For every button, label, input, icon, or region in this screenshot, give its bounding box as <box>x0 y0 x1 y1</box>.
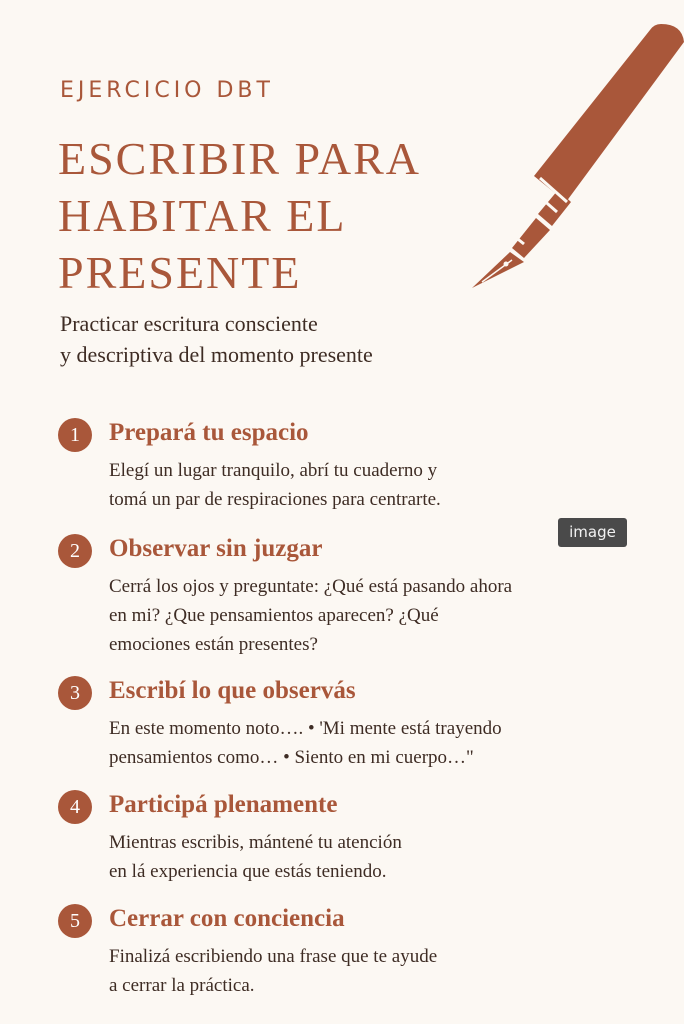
step-description <box>109 714 629 772</box>
step-line: En este momento noto…. • 'Mi mente está trayendo <box>109 718 502 739</box>
step-title: Prepará tu espacio <box>109 419 309 446</box>
step-description <box>109 828 629 886</box>
step-line: Elegí un lugar tranquilo, abrí tu cuaderno y <box>109 460 438 481</box>
step-number-badge: 4 <box>58 790 92 824</box>
page-title: ESCRIBIR PARA HABITAR EL PRESENTE <box>58 133 419 298</box>
step-line: tomá un par de respiraciones para centrarte. <box>109 489 441 510</box>
step-line: en mi? ¿Que pensamientos aparecen? ¿Qué <box>109 605 439 626</box>
step-description <box>109 942 629 1000</box>
subtitle-line-1: Practicar escritura consciente <box>60 311 318 336</box>
step-line: a cerrar la práctica. <box>109 975 255 996</box>
step-number-badge: 1 <box>58 418 92 452</box>
step-number-badge: 2 <box>58 534 92 568</box>
step-title: Participá plenamente <box>109 791 338 818</box>
step-line: Finalizá escribiendo una frase que te ayude <box>109 946 438 967</box>
page-subtitle <box>60 308 500 370</box>
step-line: en lá experiencia que estás teniendo. <box>109 861 387 882</box>
step-title: Escribí lo que observás <box>109 677 356 704</box>
exercise-eyebrow: EJERCICIO DBT <box>60 78 274 103</box>
step-number-badge: 5 <box>58 904 92 938</box>
image-tooltip: image <box>558 518 627 547</box>
step-line: emociones están presentes? <box>109 634 318 655</box>
step-line: Cerrá los ojos y preguntate: ¿Qué está pasando ahora <box>109 576 513 597</box>
step-line: Mientras escribis, mántené tu atención <box>109 832 402 853</box>
fountain-pen-icon <box>454 12 684 294</box>
step-description <box>109 572 629 659</box>
step-number-badge: 3 <box>58 676 92 710</box>
step-title: Cerrar con conciencia <box>109 905 345 932</box>
step-description <box>109 456 629 514</box>
step-line: pensamientos como… • Siento en mi cuerpo…" <box>109 747 474 768</box>
step-title: Observar sin juzgar <box>109 535 323 562</box>
subtitle-line-2: y descriptiva del momento presente <box>60 342 373 367</box>
